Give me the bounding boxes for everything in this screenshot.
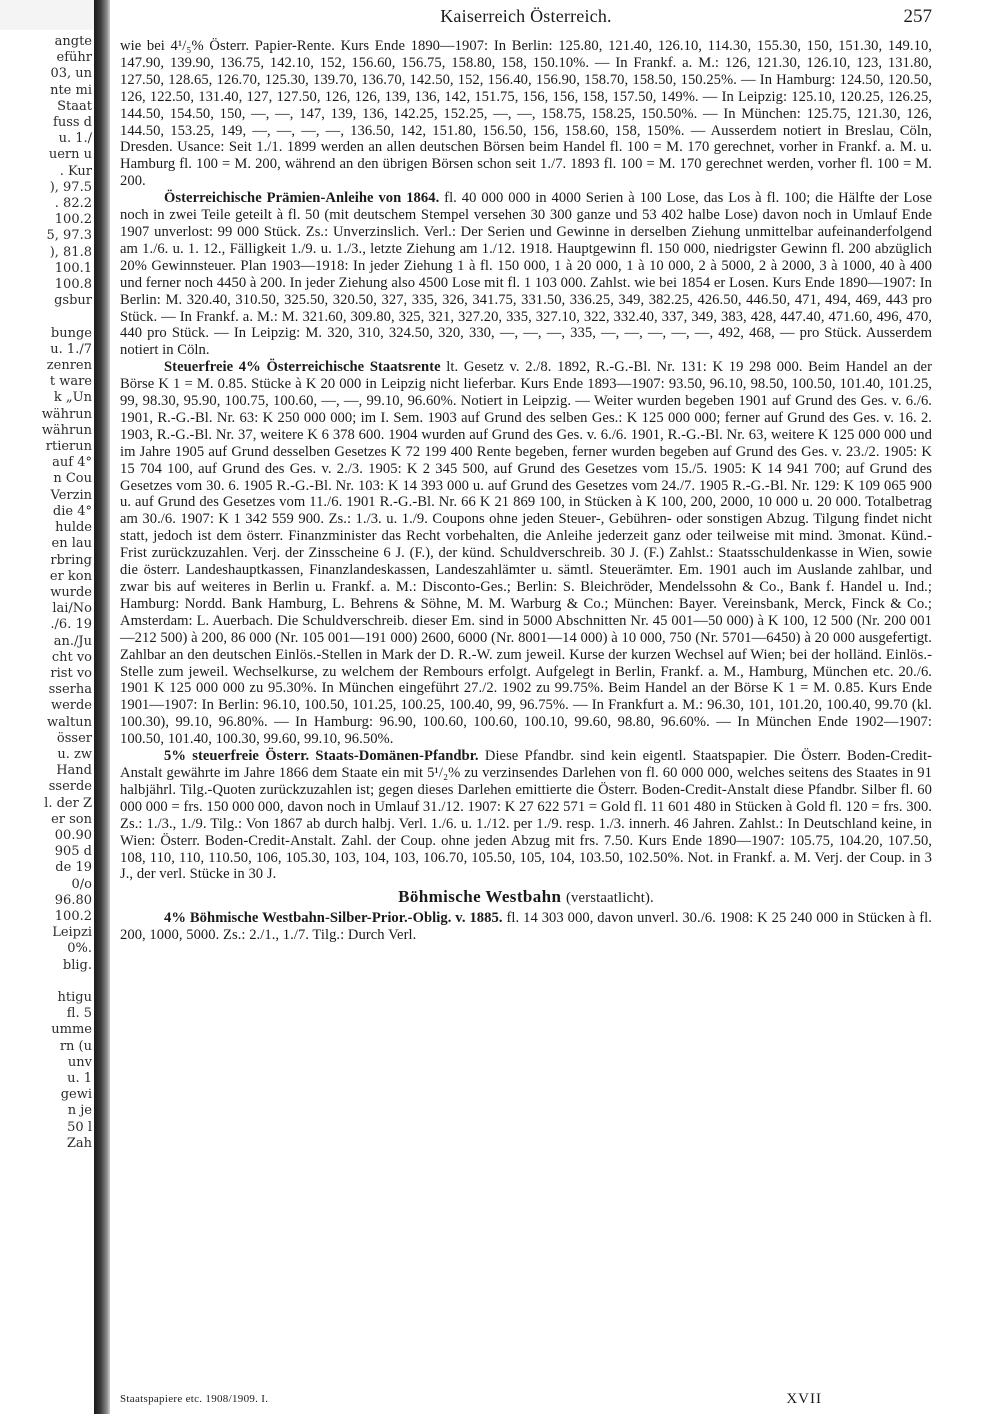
margin-fragment: u. 1./ [58,131,92,147]
margin-fragment [0,309,92,325]
margin-fragment: 5, 97.3 [46,228,92,244]
margin-fragment: 0/o [71,876,92,892]
margin-fragment: u. 1 [67,1071,92,1086]
margin-fragment: uern u [48,147,92,163]
margin-fragment: 100.2 [54,908,92,924]
margin-fragment: die 4° [52,503,92,519]
margin-fragment: . 82.2 [54,196,92,212]
page-footer [120,1391,932,1409]
margin-fragment: lai/No [52,601,92,617]
margin-fragment: eführ [56,50,92,66]
section-title: Böhmische Westbahn [398,887,562,907]
paragraph-domaenen-pfandbr [120,748,932,883]
margin-fragment: sserde [48,779,92,795]
margin-fragment: währun [41,422,92,438]
margin-fragment: sserha [48,682,92,698]
margin-fragment: 03, un [50,66,92,82]
margin-fragment: rbring [50,552,92,568]
paragraph-text: fl. 40 000 000 in 4000 Serien à 100 Lose, das Los à fl. 100; die Hälfte der Lose noch in zwei Teile geteilt à fl. 50 (mit deutschem Stempel versehen 30 300 ganze und 53 402 halbe Lose) davon noch in Umlauf Ende 1907 unverlost: 99 000 Stück. Zs.: Unverzinslich. Verl.: Der Serien und Gewinne in derselben Ziehung unmittelbar aufeinanderfolgend am 1./6. u. 1. 12., Fälligkeit 1./9. u. 1./3., letzte Ziehung am 1./12. 1918. Hauptgewinn fl. 150 000, niedrigster Gewinn fl. 200 abzüglich 20% Gewinnsteuer. Plan 1903—1918: In jeder Ziehung 1 à fl. 150 000, 1 à 20 000, 1 à 10 000, 2 à 5000, 2 à 2000, 3 à 1000, 40 à 400 und ferner noch 4450 à 200. In jeder Ziehung also 4500 Lose mit fl. 1 103 000. Zahlst. wie bei 1854 er Losen. Kurs Ende 1890—1907: In Berlin: M. 320.40, 310.50, 325.50, 320.50, 327, 335, 326, 341.75, 331.50, 336.25, 349, 382.25, 426.50, 446.50, 471, 494, 469, 443 pro Stück. — In Frankf. a. M.: M. 321.60, 309.80, 325, 321, 327.20, 335, 327.10, 322, 332.40, 337, 349, 383, 428, 447.40, 471.60, 496, 470, 440 pro Stück. — In Leipzig: M. 320, 310, 324.50, 320, 330, —, —, —, 335, —, —, —, —, —, 492, 468, — pro Stück. Ausserdem notiert in Cöln. [120,190,932,359]
paragraph-heading: Steuerfreie 4% Österreichische Staatsrente [164,359,441,376]
footer-sheet-number: XVII [786,1391,822,1407]
margin-fragment: ), 97.5 [49,179,92,195]
paragraph-text: wie bei 4¹/₅% Österr. Papier-Rente. Kurs Ende 1890—1907: In Berlin: 125.80, 121.40, 126.10, 114.30, 155.30, 150, 151.30, 149.10, 147.90, 139.90, 136.75, 142.10, 152, 156.60, 156.75, 158.80, 158, 150.10%. — In Frankf. a. M.: 126, 121.30, 126.10, 123, 131.80, 127.50, 128.65, 126.70, 125.30, 139.70, 136.70, 142.50, 152, 156.40, 156.90, 158.70, 158.50, 150.25%. — In Hamburg: 124.50, 120.50, 126, 122.50, 131.40, 127, 127.50, 126, 126, 139, 136, 142, 151.75, 156, 156, 158, 157.50, 149%. — In Leipzig: 125.10, 120.25, 126.25, 144.50, 154.50, 150, —, —, 147, 139, 136, 142.25, 152.25, —, —, 158.75, 158.25, 150.50%. — In München: 125.75, 121.30, 126, 144.50, 153.25, 149, —, —, —, —, 136.50, 142, 151.80, 156.50, 156, 158.60, 158, 150%. — Ausserdem notiert in Breslau, Cöln, Dresden. Usance: Seit 1./1. 1899 werden an allen deutschen Börsen beim Handel fl. 100 = M. 170 gerechnet, vorher in Frankf. a. M. u. Hamburg fl. 100 = M. 200, während an den übrigen Börsen schon seit 1./7. 1893 fl. 100 = M. 170 gerechnet werden, vorher fl. 100 = M. 200. [120,38,932,190]
margin-fragment: össer [56,730,92,746]
left-page-edge [0,34,92,1374]
top-band [0,0,94,30]
margin-fragment: 100.2 [54,212,92,228]
margin-fragment: Hand [56,763,92,779]
margin-fragment: hulde [55,520,92,536]
margin-fragment: rn (u [59,1038,92,1054]
margin-fragment: nte mi [50,82,92,98]
margin-fragment: Staat [57,98,92,114]
margin-fragment: 0%. [67,941,92,957]
margin-fragment: n je [67,1103,92,1119]
margin-fragment: unv [67,1054,92,1070]
margin-fragment: k „Un [53,390,92,406]
margin-fragment: er son [51,811,92,827]
paragraph-westbahn-oblig [120,910,932,944]
margin-fragment: rtierun [45,439,92,455]
page-title: Kaiserreich Österreich. [440,6,612,26]
margin-fragment: u. 1./7 [50,341,92,357]
margin-fragment: gsbur [54,293,92,309]
margin-fragment: 100.8 [54,277,92,293]
margin-fragment: auf 4° [52,455,92,471]
margin-fragment: währun [41,406,92,422]
margin-fragment: Leipzi [52,925,92,941]
margin-fragment: er kon [49,568,92,584]
paragraph-heading: Österreichische Prämien-Anleihe von 1864. [164,190,440,207]
paragraph-praemien-anleihe [120,190,932,359]
margin-fragment: htigu [57,989,92,1005]
section-heading [120,889,932,907]
margin-fragment: werde [50,698,92,714]
paragraph-text: lt. Gesetz v. 2./8. 1892, R.-G.-Bl. Nr. 131: K 19 298 000. Beim Handel an der Börse K 1 = M. 0.85. Stücke à K 20 000 in Leipzig nicht lieferbar. Kurs Ende 1893—1907: 93.50, 96.10, 98.50, 100.50, 101.40, 101.25, 99, 98.30, 95.90, 100.75, 100.60, —, —, 99.10, 96.60%. Notiert in Leipzig. — Weiter wurden begeben 1901 auf Grund des Ges. v. 6./6. 1901, R.-G.-Bl. Nr. 63: K 250 000 000; im I. Sem. 1903 auf Grund des selben Ges.: K 125 000 000; ferner auf Grund des Ges. v. 16. 2. 1903, R.-G.-Bl. Nr. 37, weitere K 6 378 600. 1904 wurden auf Grund des Ges. v. 6./6. 1901, R.-G.-Bl. Nr. 63, weitere K 125 000 000 und im Jahre 1905 auf Grund desselben Gesetzes K 72 199 400 Rente begeben, ferner wurden begeben auf Grund des Ges. v. 23./2. 1905: K 15 704 100, auf Grund des Ges. v. 2./3. 1905: K 2 345 500, auf Grund des Gesetzes vom 15./5. 1905: K 14 941 700; auf Grund des Gesetzes vom 30. 6. 1905 R.-G.-Bl. Nr. 103: K 14 393 000 u. auf Grund des Gesetzes vom 24./7. 1905 R.-G.-Bl. Nr. 129: K 109 065 900 u. auf Grund des Gesetzes vom 11./6. 1901 R.-G.-Bl. Nr. 66 K 21 869 100, in Stücken à K 100, 200, 2000, 10 000 u. 20 000. Totalbetrag am 30./6. 1907: K 1 342 559 900. Zs.: 1./3. u. 1./9. Coupons ohne jeden Steuer-, Gebühren- oder sonstigen Abzug. Tilgung findet nicht statt, jedoch ist dem österr. Finanzminister das Recht vorbehalten, die Anleihe jederzeit ganz oder teilweise mit mind. 3monat. Künd.-Frist zurückzuzahlen. Verj. der Zinsscheine 6 J. (F.), der künd. Schuldverschreib. 30 J. (F.) Zahlst.: Staatsschuldenkasse in Wien, sowie die österr. Landeshauptkassen, Finanzlandeskassen, Landeszahlämter u. sämtl. Steuerämter. Em. 1901 auch im Auslande zahlbar, und zwar bis auf weiteres in Berlin u. Frankf. a. M.: Disconto-Ges.; Berlin: S. Bleichröder, Mendelssohn & Co., Bank f. Handel u. Ind.; Hamburg: Nordd. Bank Hamburg, L. Behrens & Söhne, M. M. Warburg & Co.; München: Bayer. Vereinsbank, Merck, Finck & Co.; Amsterdam: L. Auerbach. Die Schuldverschreib. dieser Em. sind in 5000 Abschnitten Nr. 45 001—50 000) à K 100, 12 500 (Nr. 200 001—212 500) à 200, 86 000 (Nr. 105 001—191 000) 2600, 6000 (Nr. 8001—14 000) à 10 000, 750 (Nr. 5701—6450) à 20 000 ausgefertigt. Zahlbar an den deutschen Einlös.-Stellen in Mark der D. R.-W. zum jeweil. Kurse der kurzen Wechsel auf Wien; bei der holländ. Einlös.-Stelle zum jeweil. Wechselkurse, zu welchem der Rembours erfolgt. Aufgelegt in Berlin, Frankf. a. M., Hamburg, München etc. 20./6. 1901 K 125 000 000 zu 95.30%. In München eingeführt 27./2. 1902 zu 99.75%. Beim Handel an der Börse K 1 = M. 0.85. Kurs Ende 1901—1907: In Berlin: 96.10, 100.50, 101.25, 100.25, 100.40, 99, 96.75%. — In Frankfurt a. M.: 96.30, 101, 101.20, 100.40, 99.70 (kl. 100.30), 99.10, 96.80%. — In Hamburg: 96.90, 100.60, 100.60, 100.10, 99.60, 98.80, 96.60%. — In München Ende 1902—1907: 100.50, 101.40, 100.30, 99.60, 99.10, 96.50%. [120,359,932,748]
margin-fragment: umme [51,1022,92,1038]
paragraph-papier-rente [120,38,932,190]
margin-fragment: u. zw [57,746,92,762]
margin-fragment: t ware [49,374,92,390]
footer-signature: Staatspapiere etc. 1908/1909. I. [120,1393,269,1405]
margin-fragment: bunge [50,325,92,341]
book-gutter [94,0,110,1414]
margin-fragment: zenren [46,358,92,374]
margin-fragment: wurde [50,584,92,600]
paragraph-heading: 4% Böhmische Westbahn-Silber-Prior.-Oblig. v. 1885. [164,910,503,927]
margin-fragment: 100.1 [54,260,92,276]
paragraph-staatsrente [120,359,932,748]
margin-fragment: 50 l [67,1119,92,1135]
margin-fragment: rist vo [50,665,92,681]
margin-fragment: blig. [62,957,92,973]
margin-fragment: Verzin [50,487,92,503]
paragraph-text: Diese Pfandbr. sind kein eigentl. Staatspapier. Die Österr. Boden-Credit-Anstalt gewährte im Jahre 1866 dem Staate ein mit 5¹/₂% zu verzinsendes Darlehen von fl. 60 000 000, welches seitens des Staates in 91 halbjährl. Tilg.-Quoten zurückzuzahlen ist; gegen dieses Darlehen emittierte die Österr. Boden-Credit-Anstalt diese Pfandbr. Silber fl. 60 000 000 = frs. 150 000 000, davon noch in Umlauf 31./12. 1907: K 27 622 571 = Gold fl. 11 601 480 in Stücken à Gold fl. 120 = frs. 300. Zs.: 1./3., 1./9. Tilg.: Von 1867 ab durch halbj. Verl. 1./6. u. 1./12. per 1./9. resp. 1./3. innerh. 46 Jahren. Zahlst.: In Deutschland keine, in Wien: Österr. Boden-Credit-Anstalt. Zahl. der Coup. ohne jeden Abzug mit frs. 7.50. Kurs Ende 1890—1907: 105.75, 104.20, 107.50, 108, 110, 110, 110.50, 106, 105.30, 103, 104, 103, 106.70, 105.50, 105, 104, 103.50, 102.50%. Not. in Frankf. a. M. Verj. der Coup. in 3 J., der verl. Stücke in 30 J. [120,748,933,883]
margin-fragment: fl. 5 [66,1006,92,1022]
margin-fragment: en lau [51,536,92,552]
margin-fragment: gewi [60,1087,92,1103]
section-subtitle: (verstaatlicht). [566,890,654,907]
margin-fragment: 00.90 [54,827,92,843]
margin-fragment: de 19 [55,860,92,876]
margin-fragment: fuss d [53,115,92,131]
margin-fragment: angte [54,34,92,49]
page-number: 257 [903,6,932,27]
margin-fragment [0,974,92,990]
margin-fragment: Zah [66,1135,92,1151]
margin-fragment: n Cou [53,471,92,487]
main-column [120,38,932,944]
margin-fragment: . Kur [59,163,92,179]
margin-fragment: l. der Z [44,795,92,811]
margin-fragment: cht vo [51,649,92,665]
margin-fragment: ./6. 19 [50,617,92,633]
paragraph-heading: 5% steuerfreie Österr. Staats-Domänen-Pfandbr. [164,748,479,765]
paragraph-text: fl. 14 303 000, davon unverl. 30./6. 1908: K 25 240 000 in Stücken à fl. 200, 1000, 5000. Zs.: 2./1., 1./7. Tilg.: Durch Verl. [120,910,932,944]
margin-fragment: waltun [46,714,92,730]
running-header [120,6,932,32]
margin-fragment: 905 d [54,844,92,860]
margin-fragment: an./Ju [53,633,92,649]
margin-fragment: 96.80 [54,892,92,908]
margin-fragment: ), 81.8 [49,244,92,260]
